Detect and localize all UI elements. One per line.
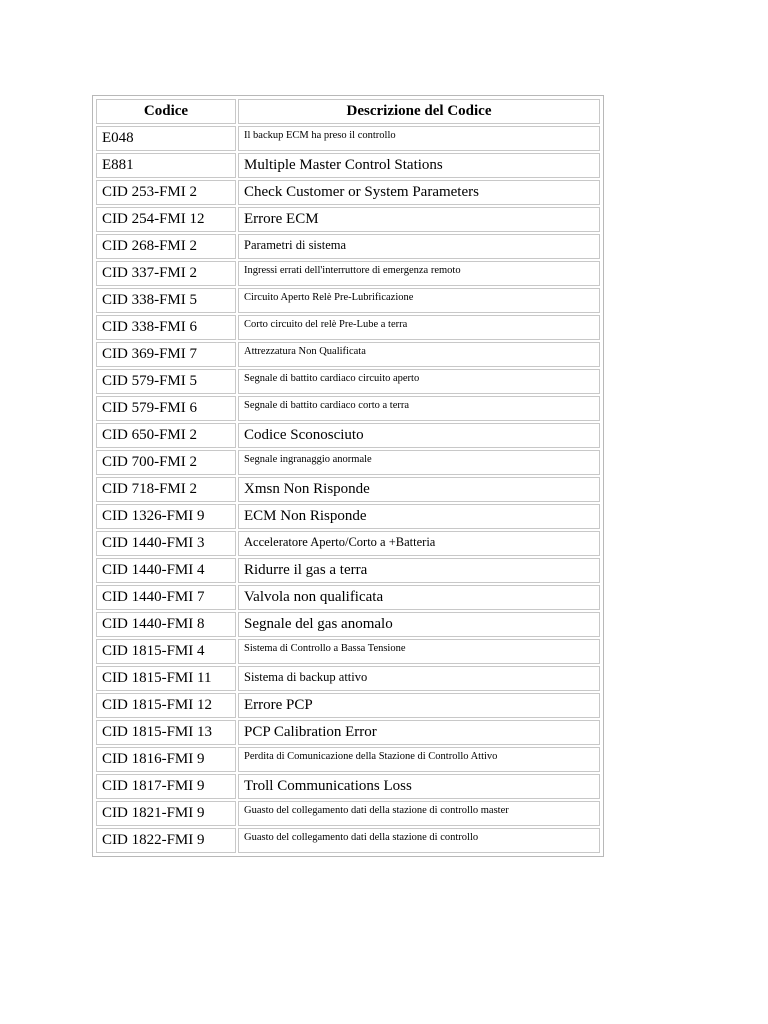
table-row: [96, 450, 600, 475]
fault-code-cell: CID 268-FMI 2: [96, 234, 236, 259]
table-row: [96, 558, 600, 583]
fault-code-cell: CID 1440-FMI 8: [96, 612, 236, 637]
table-header-row: [96, 99, 600, 124]
fault-code-grid: [94, 97, 602, 855]
fault-code-cell: CID 1815-FMI 12: [96, 693, 236, 718]
fault-description-cell: Errore ECM: [238, 207, 600, 232]
table-row: [96, 423, 600, 448]
fault-description-cell: Guasto del collegamento dati della stazione di controllo: [238, 828, 600, 853]
fault-code-cell: CID 700-FMI 2: [96, 450, 236, 475]
table-row: [96, 612, 600, 637]
fault-description-cell: Sistema di backup attivo: [238, 666, 600, 691]
table-row: [96, 720, 600, 745]
fault-description-cell: Acceleratore Aperto/Corto a +Batteria: [238, 531, 600, 556]
fault-description-cell: Check Customer or System Parameters: [238, 180, 600, 205]
fault-code-table: [92, 95, 604, 857]
fault-description-cell: Perdita di Comunicazione della Stazione di Controllo Attivo: [238, 747, 600, 772]
fault-code-cell: CID 1815-FMI 11: [96, 666, 236, 691]
fault-description-cell: Circuito Aperto Relè Pre-Lubrificazione: [238, 288, 600, 313]
table-row: [96, 153, 600, 178]
fault-code-cell: E048: [96, 126, 236, 151]
fault-code-cell: CID 1440-FMI 3: [96, 531, 236, 556]
table-row: [96, 396, 600, 421]
header-description: Descrizione del Codice: [238, 99, 600, 124]
fault-code-cell: CID 337-FMI 2: [96, 261, 236, 286]
table-row: [96, 639, 600, 664]
table-row: [96, 693, 600, 718]
fault-description-cell: Segnale di battito cardiaco corto a terra: [238, 396, 600, 421]
fault-description-cell: Il backup ECM ha preso il controllo: [238, 126, 600, 151]
table-body: [96, 126, 600, 853]
fault-code-cell: CID 650-FMI 2: [96, 423, 236, 448]
table-row: [96, 666, 600, 691]
fault-description-cell: Ingressi errati dell'interruttore di emergenza remoto: [238, 261, 600, 286]
fault-description-cell: ECM Non Risponde: [238, 504, 600, 529]
fault-code-cell: CID 1816-FMI 9: [96, 747, 236, 772]
fault-description-cell: Sistema di Controllo a Bassa Tensione: [238, 639, 600, 664]
table-row: [96, 828, 600, 853]
fault-code-cell: CID 718-FMI 2: [96, 477, 236, 502]
fault-code-cell: E881: [96, 153, 236, 178]
fault-description-cell: PCP Calibration Error: [238, 720, 600, 745]
table-row: [96, 747, 600, 772]
header-code: Codice: [96, 99, 236, 124]
fault-code-cell: CID 1815-FMI 13: [96, 720, 236, 745]
fault-description-cell: Codice Sconosciuto: [238, 423, 600, 448]
table-row: [96, 369, 600, 394]
fault-code-cell: CID 1440-FMI 7: [96, 585, 236, 610]
table-row: [96, 207, 600, 232]
table-row: [96, 585, 600, 610]
fault-code-cell: CID 338-FMI 5: [96, 288, 236, 313]
fault-description-cell: Errore PCP: [238, 693, 600, 718]
table-row: [96, 261, 600, 286]
table-row: [96, 531, 600, 556]
fault-description-cell: Corto circuito del relè Pre-Lube a terra: [238, 315, 600, 340]
fault-description-cell: Segnale del gas anomalo: [238, 612, 600, 637]
fault-description-cell: Attrezzatura Non Qualificata: [238, 342, 600, 367]
table-row: [96, 288, 600, 313]
table-row: [96, 342, 600, 367]
table-row: [96, 477, 600, 502]
fault-description-cell: Multiple Master Control Stations: [238, 153, 600, 178]
table-row: [96, 126, 600, 151]
fault-code-cell: CID 1440-FMI 4: [96, 558, 236, 583]
fault-code-cell: CID 1822-FMI 9: [96, 828, 236, 853]
fault-description-cell: Parametri di sistema: [238, 234, 600, 259]
fault-description-cell: Ridurre il gas a terra: [238, 558, 600, 583]
table-row: [96, 774, 600, 799]
table-row: [96, 801, 600, 826]
fault-description-cell: Guasto del collegamento dati della stazione di controllo master: [238, 801, 600, 826]
fault-description-cell: Valvola non qualificata: [238, 585, 600, 610]
table-row: [96, 234, 600, 259]
fault-code-cell: CID 1326-FMI 9: [96, 504, 236, 529]
fault-code-cell: CID 369-FMI 7: [96, 342, 236, 367]
fault-code-cell: CID 579-FMI 6: [96, 396, 236, 421]
fault-code-cell: CID 1821-FMI 9: [96, 801, 236, 826]
fault-code-cell: CID 338-FMI 6: [96, 315, 236, 340]
fault-code-cell: CID 1815-FMI 4: [96, 639, 236, 664]
fault-code-cell: CID 253-FMI 2: [96, 180, 236, 205]
fault-description-cell: Segnale di battito cardiaco circuito aperto: [238, 369, 600, 394]
fault-description-cell: Troll Communications Loss: [238, 774, 600, 799]
fault-code-cell: CID 579-FMI 5: [96, 369, 236, 394]
table-row: [96, 504, 600, 529]
fault-code-cell: CID 254-FMI 12: [96, 207, 236, 232]
fault-description-cell: Xmsn Non Risponde: [238, 477, 600, 502]
fault-description-cell: Segnale ingranaggio anormale: [238, 450, 600, 475]
fault-code-cell: CID 1817-FMI 9: [96, 774, 236, 799]
table-row: [96, 180, 600, 205]
table-row: [96, 315, 600, 340]
